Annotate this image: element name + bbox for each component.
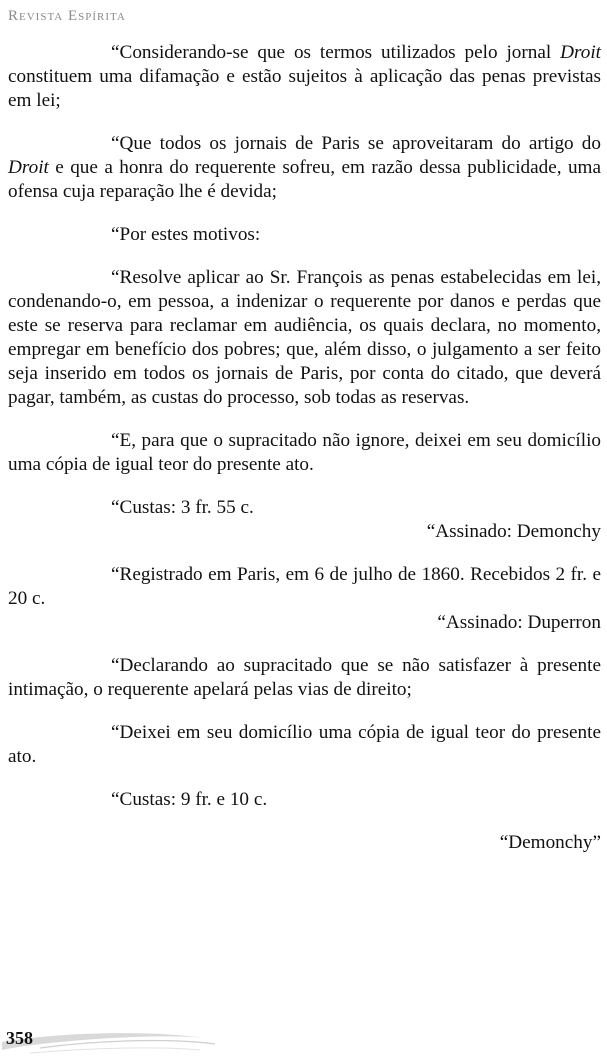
paragraph-que-todos	[8, 132, 601, 204]
paragraph-text: constituem uma difamação e estão sujeitos à aplicação das penas previstas em lei;	[8, 66, 601, 111]
paragraph-text: “Considerando-se que os termos utilizados pelo jornal	[111, 42, 561, 63]
running-head: Revista Espírita	[8, 8, 126, 24]
paragraph-deixei: “Deixei em seu domicílio uma cópia de igual teor do presente ato.	[8, 722, 601, 767]
newspaper-title: Droit	[560, 42, 601, 63]
paragraph-text: “Que todos os jornais de Paris se aproveitaram do artigo do	[111, 133, 601, 154]
paragraph-declarando: “Declarando ao supracitado que se não satisfazer à presente intimação, o requerente apelará pelas vias de direito;	[8, 655, 601, 700]
signature-demonchy-final: “Demonchy”	[499, 832, 601, 853]
page-number: 358	[6, 1028, 33, 1048]
paragraph-registrado: “Registrado em Paris, em 6 de julho de 1860. Recebidos 2 fr. e 20 c.	[8, 564, 601, 609]
paragraph-para-que: “E, para que o supracitado não ignore, deixei em seu domicílio uma cópia de igual teor do presente ato.	[8, 430, 601, 475]
signature-demonchy: “Assinado: Demonchy	[426, 521, 601, 542]
paragraph-custas-2: “Custas: 9 fr. e 10 c.	[111, 789, 268, 810]
paragraph-considerando	[8, 41, 601, 113]
footer-swoosh-ornament	[0, 1026, 220, 1056]
paragraph-por-estes-motivos: “Por estes motivos:	[111, 224, 261, 245]
page-body	[8, 41, 601, 874]
newspaper-title: Droit	[8, 157, 49, 178]
paragraph-resolve: “Resolve aplicar ao Sr. François as penas estabelecidas em lei, condenando-o, em pessoa, a indenizar o requerente por danos e perdas que este se reserva para reclamar em audiência, os quais declara, no momento, empregar em benefício dos pobres; que, além disso, o julgamento a ser feito seja inserido em todos os jornais de Paris, por conta do citado, que deverá pagar, também, as custas do processo, sob todas as reservas.	[8, 267, 601, 408]
paragraph-custas-1: “Custas: 3 fr. 55 c.	[111, 497, 254, 518]
signature-duperron: “Assinado: Duperron	[437, 612, 601, 633]
paragraph-text: e que a honra do requerente sofreu, em razão dessa publicidade, uma ofensa cuja reparação lhe é devida;	[8, 157, 601, 202]
